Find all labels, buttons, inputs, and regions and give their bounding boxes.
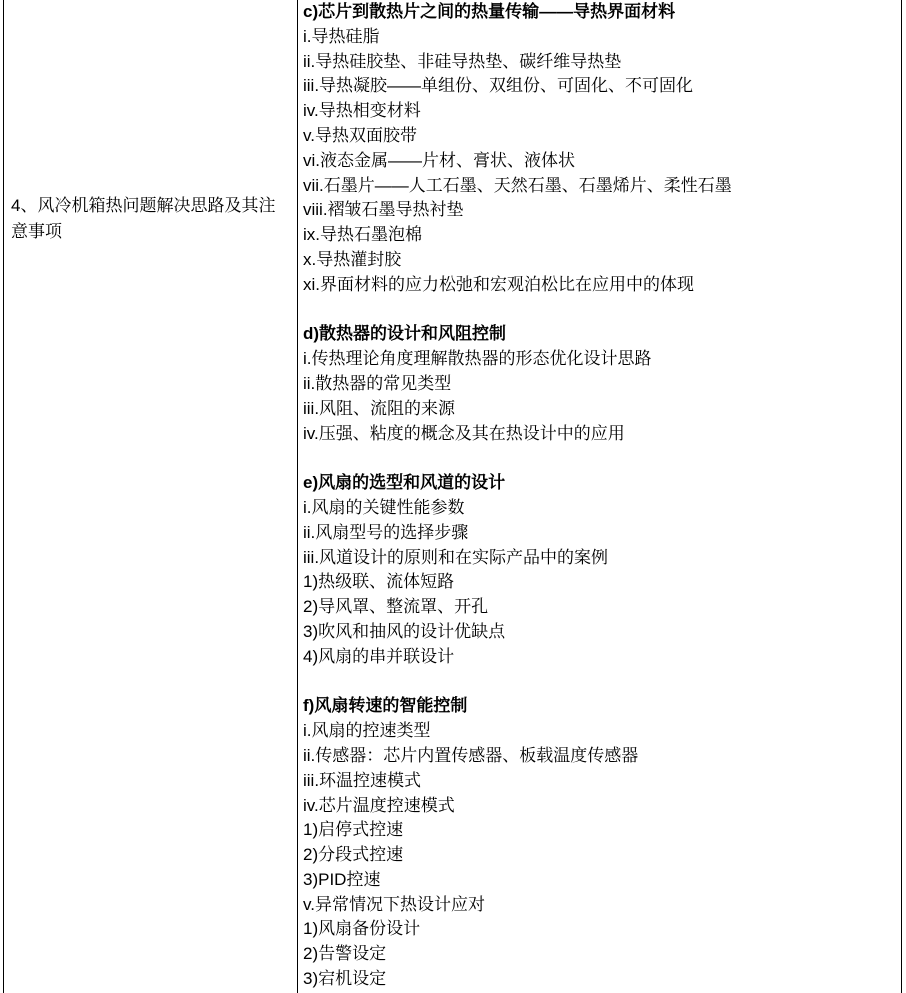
outline-item: v.导热双面胶带 bbox=[303, 125, 417, 145]
outline-item: xi.界面材料的应力松弛和宏观泊松比在应用中的体现 bbox=[303, 274, 694, 294]
outline-item: ii.风扇型号的选择步骤 bbox=[303, 522, 469, 542]
outline-item: vii.石墨片——人工石墨、天然石墨、石墨烯片、柔性石墨 bbox=[303, 175, 732, 195]
outline-item: 3)吹风和抽风的设计优缺点 bbox=[303, 621, 506, 641]
outline-item: iii.风阻、流阻的来源 bbox=[303, 398, 456, 418]
outline-item: iii.导热凝胶——单组份、双组份、可固化、不可固化 bbox=[303, 76, 694, 96]
outline-item: 1)风扇备份设计 bbox=[303, 919, 421, 939]
outline-item: 2)告警设定 bbox=[303, 944, 387, 964]
section-spacer bbox=[303, 446, 901, 471]
outline-item: v.异常情况下热设计应对 bbox=[303, 894, 485, 914]
section-header: d)散热器的设计和风阻控制 bbox=[303, 324, 507, 344]
topic-title: 4、风冷机箱热问题解决思路及其注意事项 bbox=[11, 196, 276, 241]
section-header: f)风扇转速的智能控制 bbox=[303, 696, 468, 716]
outline-item: ii.散热器的常见类型 bbox=[303, 373, 452, 393]
outline-item: iii.风道设计的原则和在实际产品中的案例 bbox=[303, 547, 609, 567]
outline-item: 2)导风罩、整流罩、开孔 bbox=[303, 597, 489, 617]
outline-item: iv.压强、粘度的概念及其在热设计中的应用 bbox=[303, 423, 625, 443]
outline-item: vi.液态金属——片材、膏状、液体状 bbox=[303, 150, 575, 170]
outline-item: ix.导热石墨泡棉 bbox=[303, 225, 422, 245]
outline-item: iv.芯片温度控速模式 bbox=[303, 795, 455, 815]
outline-item: 4)风扇的串并联设计 bbox=[303, 646, 455, 666]
outline-item: i.导热硅脂 bbox=[303, 26, 380, 46]
outline-item: iii.环温控速模式 bbox=[303, 770, 422, 790]
outline-item: i.风扇的控速类型 bbox=[303, 721, 431, 741]
outline-item: x.导热灌封胶 bbox=[303, 249, 402, 269]
outline-item: i.风扇的关键性能参数 bbox=[303, 497, 465, 517]
outline-item: 1)启停式控速 bbox=[303, 820, 404, 840]
section-header: e)风扇的选型和风道的设计 bbox=[303, 473, 506, 493]
outline-table-row bbox=[3, 0, 902, 993]
outline-item: 1)热级联、流体短路 bbox=[303, 572, 455, 592]
outline-item: viii.褶皱石墨导热衬垫 bbox=[303, 200, 464, 220]
section-spacer bbox=[303, 298, 901, 323]
outline-item: 3)宕机设定 bbox=[303, 969, 387, 989]
outline-item: 2)分段式控速 bbox=[303, 845, 404, 865]
outline-item: iv.导热相变材料 bbox=[303, 101, 421, 121]
outline-sections bbox=[303, 0, 901, 992]
outline-item: ii.导热硅胶垫、非硅导热垫、碳纤维导热垫 bbox=[303, 51, 622, 71]
outline-item: ii.传感器：芯片内置传感器、板载温度传感器 bbox=[303, 745, 639, 765]
section-header: c)芯片到散热片之间的热量传输——导热界面材料 bbox=[303, 2, 676, 21]
section-spacer bbox=[303, 670, 901, 695]
outline-cell bbox=[298, 0, 902, 993]
outline-item: 3)PID控速 bbox=[303, 869, 381, 889]
outline-item: i.传热理论角度理解散热器的形态优化设计思路 bbox=[303, 349, 652, 369]
topic-cell bbox=[3, 0, 298, 993]
